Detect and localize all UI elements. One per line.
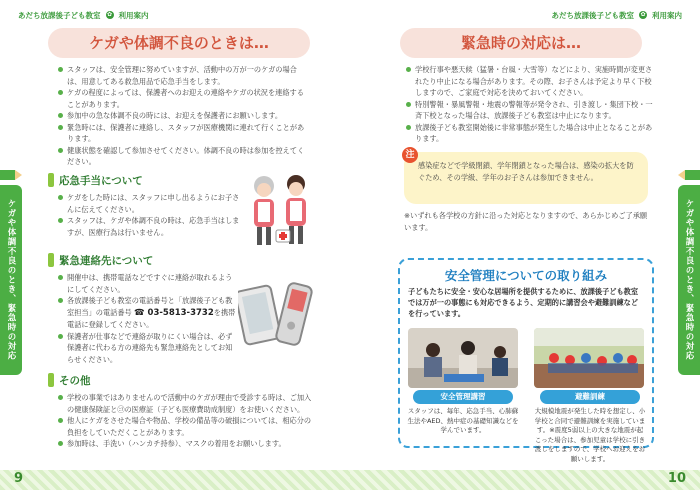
training-caption: 安全管理講習 bbox=[413, 390, 513, 404]
first-aid-heading bbox=[48, 172, 143, 188]
contact-text: を携帯電話に登録してください。 bbox=[67, 307, 236, 329]
staff-illustration bbox=[248, 172, 314, 252]
list-item: 学校の事業ではありませんので活動中のケガが理由で受診する時は、ご加入の健康保険証と㋙の医療証（子ども医療費助成制度）をお使いください。 bbox=[58, 392, 312, 415]
list-item: 緊急時には、保護者に連絡し、スタッフが医療機関に連れて行くことがあります。 bbox=[58, 122, 308, 145]
safety-box bbox=[398, 258, 654, 463]
phones-illustration bbox=[238, 280, 314, 350]
header-section: 利用案内 bbox=[118, 10, 149, 20]
caution-icon: 注 bbox=[402, 147, 418, 163]
footer-band bbox=[0, 470, 350, 490]
header-brand: あだち放課後子ども教室 bbox=[551, 10, 634, 20]
drill-photo bbox=[534, 328, 644, 388]
caution-text: 感染症などで学級閉鎖、学年閉鎖となった場合は、感染の拡大を防ぐため、その学級、学年のお子さんは参加できません。 bbox=[418, 161, 634, 182]
training-text: スタッフは、毎年、応急手当、心肺蘇生法やAED、熱中症の基礎知識などを学んでいます。 bbox=[407, 407, 519, 434]
clover-icon: ✿ bbox=[640, 11, 646, 18]
contact-text: 各放課後子ども教室の電話番号と「放課後子ども教室担当」の電話番号 bbox=[67, 296, 233, 317]
other-list bbox=[58, 392, 312, 450]
safety-box-intro: 子どもたちに安全・安心な居場所を提供するために、放課後子ども教室では万が一の事態にも対応できるよう、定期的に講習会や避難訓練などを行っています。 bbox=[408, 287, 639, 318]
pencil-icon bbox=[678, 168, 700, 182]
note-text: ※いずれも各学校の方針に沿った対応となりますので、あらかじめご了承願います。 bbox=[404, 211, 648, 232]
drill-caption: 避難訓練 bbox=[540, 390, 640, 404]
list-item: 参加中の急な体調不良の時には、お迎えを保護者にお願いします。 bbox=[58, 110, 308, 122]
list-item: 特別警報・暴風警報・地震の警報等が発令され、引き渡し・集団下校・一斉下校となった場合は、放課後子ども教室は中止になります。 bbox=[406, 99, 654, 122]
footer-band bbox=[350, 470, 700, 490]
first-aid-list bbox=[58, 192, 240, 238]
list-item bbox=[58, 295, 238, 331]
contact-heading bbox=[48, 252, 153, 268]
list-item: 健康状態を確認して参加させてください。体調不良の時は参加を控えてください。 bbox=[58, 145, 308, 168]
page-number: 10 bbox=[667, 471, 686, 486]
side-tab: ケガや体調不良のとき、緊急時の対応 bbox=[0, 185, 22, 375]
page-number: 9 bbox=[14, 471, 24, 486]
list-item: 保護者が仕事などで連絡が取りにくい場合は、必ず保護者に代わる方の連絡先も緊急連絡先としてお知らせください。 bbox=[58, 331, 238, 366]
caution-box bbox=[404, 152, 648, 204]
heading-marker bbox=[48, 373, 54, 387]
list-item: ケガをした時には、スタッフに申し出るようにお子さんに伝えてください。 bbox=[58, 192, 240, 215]
list-item: ケガの程度によっては、保護者へのお迎えの連絡やケガの状況を連絡することがあります。 bbox=[58, 87, 308, 110]
phone-number-value: 03-5813-3732 bbox=[147, 307, 214, 318]
page-header bbox=[552, 8, 683, 22]
header-brand: あだち放課後子ども教室 bbox=[18, 10, 101, 20]
other-heading bbox=[48, 372, 91, 388]
safety-box-title: 安全管理についての取り組み bbox=[444, 268, 608, 283]
list-item: 参加時は、手洗い（ハンカチ持参）、マスクの着用をお願いします。 bbox=[58, 438, 312, 450]
emergency-list bbox=[406, 64, 654, 145]
intro-list bbox=[58, 64, 308, 168]
contact-heading-text: 緊急連絡先について bbox=[59, 254, 154, 267]
clover-icon: ✿ bbox=[106, 11, 113, 18]
list-item: 他人にケガをさせた場合や物品、学校の備品等の破損については、相応分の負担をしていただくことがあります。 bbox=[58, 415, 312, 438]
phone-number: ☎ 03-5813-3732 bbox=[134, 307, 214, 318]
heading-marker bbox=[48, 253, 54, 267]
side-tab: ケガや体調不良のとき、緊急時の対応 bbox=[678, 185, 700, 375]
pencil-icon bbox=[0, 168, 22, 182]
heading-marker bbox=[48, 173, 54, 187]
header-section: 利用案内 bbox=[652, 10, 682, 20]
list-item: スタッフは、安全管理に努めていますが、活動中の万が一のケガの場合は、用意してある救急用品で応急手当をします。 bbox=[58, 64, 308, 87]
contact-list bbox=[58, 272, 238, 365]
list-item: スタッフは、ケガや体調不良の時は、応急手当はしますが、医療行為は行いません。 bbox=[58, 215, 240, 238]
page-title: ケガや体調不良のときは… bbox=[48, 28, 310, 58]
first-aid-heading-text: 応急手当について bbox=[59, 174, 143, 187]
drill-text: 大規模地震が発生した時を想定し、小学校と合同で避難訓練を実施しています。※震度5弱以上の大きな地震が起こった場合は、参加児童は学校に引き渡しをしますので、学校へお迎えをお願いします。 bbox=[534, 407, 646, 463]
training-photo bbox=[408, 328, 518, 388]
list-item: 放課後子ども教室開始後に非常事態が発生した場合は中止となることがあります。 bbox=[406, 122, 654, 145]
list-item: 開催中は、携帯電話などですぐに連絡が取れるようにしてください。 bbox=[58, 272, 238, 295]
page-title: 緊急時の対応は… bbox=[400, 28, 642, 58]
list-item: 学校行事や悪天候（猛暑・台風・大雪等）などにより、実施時間が変更されたり中止になる場合があります。その際、お子さんは予定より早く下校しますので、ご家庭で対応を決めておいてください。 bbox=[406, 64, 654, 99]
other-heading-text: その他 bbox=[59, 374, 91, 387]
page-header bbox=[18, 8, 149, 22]
